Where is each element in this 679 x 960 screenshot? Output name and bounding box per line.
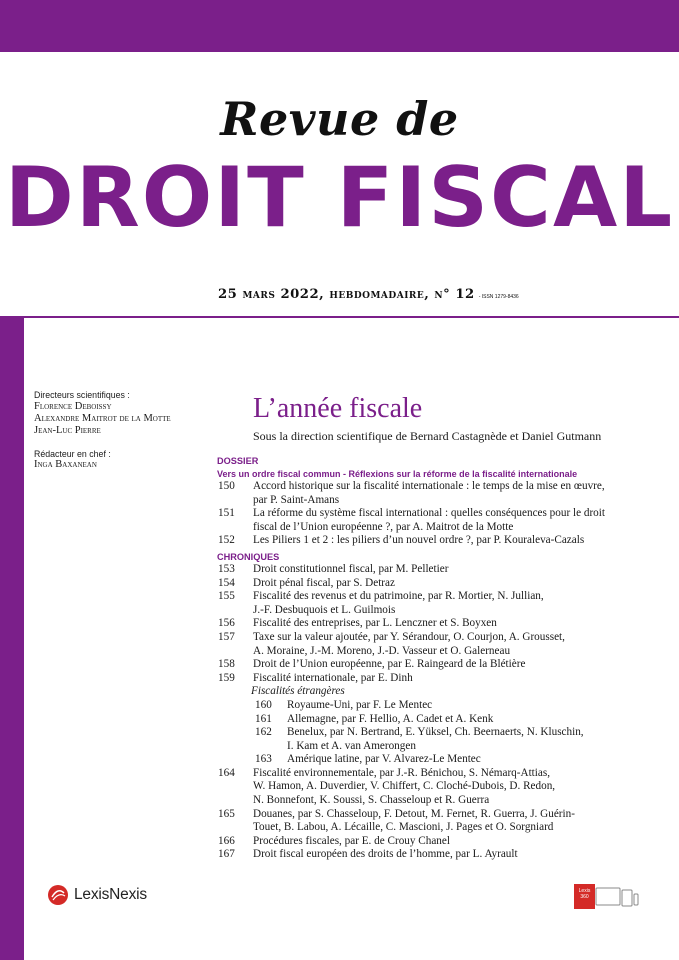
toc-entry-number: 167: [218, 848, 235, 861]
lexisnexis-logo-text: LexisNexis: [74, 886, 147, 903]
section-title: L’année fiscale: [253, 393, 423, 424]
table-of-contents: [217, 455, 657, 862]
issue-date: 25 mars 2022, hebdomadaire, n° 12: [218, 287, 475, 302]
toc-entry-text: La réforme du système fiscal international : quelles conséquences pour le droit fiscal de l’Union européenne ?, par A. Maitrot de la Motte: [253, 507, 605, 533]
toc-entry: [217, 480, 657, 507]
toc-entry: [217, 617, 657, 631]
editor-name: Inga Baxanean: [34, 459, 97, 470]
toc-entry-text: Accord historique sur la fiscalité internationale : le temps de la mise en œuvre, par P. Saint-Amans: [253, 480, 605, 506]
toc-entry-number: 150: [218, 480, 235, 492]
chroniques-label: CHRONIQUES: [217, 551, 280, 562]
toc-entry-text: Les Piliers 1 et 2 : les piliers d’un nouvel ordre ?, par P. Kouraleva-Cazals: [253, 534, 585, 547]
section-subtitle: Sous la direction scientifique de Bernard Castagnède et Daniel Gutmann: [253, 429, 602, 443]
divider-line: [24, 316, 679, 318]
toc-entry: [254, 753, 657, 767]
toc-entry-number: 152: [218, 534, 235, 547]
journal-title-prefix: Revue de: [220, 92, 459, 146]
toc-entry-number: 154: [218, 576, 235, 589]
lexis360-badge: [574, 884, 639, 909]
toc-entry-number: 161: [255, 712, 272, 725]
foreign-list: [217, 699, 657, 767]
toc-entry: [217, 835, 657, 849]
toc-entry-number: 164: [218, 766, 235, 779]
journal-title: DROIT FISCAL: [4, 149, 675, 246]
director-name: Jean-Luc Pierre: [34, 424, 101, 436]
toc-entry-number: 158: [218, 658, 235, 671]
dossier-label: DOSSIER: [217, 456, 259, 466]
toc-entry: [217, 507, 657, 534]
directors-label: Directeurs scientifiques :: [34, 390, 130, 400]
masthead: [34, 390, 171, 471]
toc-entry-number: 156: [218, 617, 235, 630]
toc-entry-text: Procédures fiscales, par E. de Crouy Chanel: [253, 834, 450, 847]
toc-entry: [254, 699, 657, 713]
toc-entry-text: Droit pénal fiscal, par S. Detraz: [253, 576, 395, 589]
toc-entry-number: 162: [255, 726, 272, 739]
toc-entry-text: Fiscalité des entreprises, par L. Lenczner et S. Boyxen: [253, 617, 497, 630]
foreign-subheading: Fiscalités étrangères: [251, 685, 345, 698]
toc-entry-text: Fiscalité des revenus et du patrimoine, par R. Mortier, N. Jullian, J.-F. Desbuquois et L. Guilmois: [253, 590, 544, 616]
toc-entry-text: Droit fiscal européen des droits de l’homme, par L. Ayrault: [253, 848, 518, 861]
toc-entry: [217, 577, 657, 591]
toc-entry: [217, 808, 657, 835]
issn: - ISSN 1279-8436: [478, 294, 519, 300]
issue-line: [218, 287, 519, 302]
lexisnexis-logo-icon: [47, 884, 69, 906]
toc-entry-text: Droit de l’Union européenne, par E. Raingeard de la Blétière: [253, 658, 526, 671]
toc-entry-text: Fiscalité internationale, par E. Dinh: [253, 671, 413, 684]
toc-entry: [217, 658, 657, 672]
editor-label: Rédacteur en chef :: [34, 448, 111, 459]
chroniques-list: [217, 563, 657, 685]
toc-entry-text: Douanes, par S. Chasseloup, F. Detout, M. Fernet, R. Guerra, J. Guérin- Touet, B. Labou, A. Lécaille, C. Mascioni, J. Pages et O. Sorgniard: [253, 807, 575, 834]
toc-entry: [217, 767, 657, 808]
toc-entry: [217, 563, 657, 577]
dossier-heading: Vers un ordre fiscal commun - Réflexions sur la réforme de la fiscalité internationale: [217, 469, 578, 479]
devices-icon: [595, 884, 639, 909]
toc-entry-text: Amérique latine, par V. Alvarez-Le Mentec: [287, 753, 481, 766]
toc-entry-text: Allemagne, par F. Hellio, A. Cadet et A. Kenk: [287, 712, 494, 725]
toc-entry-number: 163: [255, 753, 272, 766]
toc-entry: [217, 534, 657, 548]
toc-entry-number: 160: [255, 698, 272, 711]
toc-entry-text: Taxe sur la valeur ajoutée, par Y. Sérandour, O. Courjon, A. Grousset, A. Moraine, J.-M. Moreno, J.-D. Vasseur et O. Galerneau: [253, 630, 565, 657]
toc-entry-text: Fiscalité environnementale, par J.-R. Bénichou, S. Némarq-Attias, W. Hamon, A. Duverdier, V. Chiffert, C. Cloché-Dubois, D. Redon, N. Bonnefont, K. Soussi, S. Chasseloup et R. Guerra: [253, 766, 556, 807]
toc-entry: [254, 713, 657, 727]
toc-entry-number: 165: [218, 807, 235, 820]
toc-entry: [254, 726, 657, 753]
top-color-band: [0, 0, 679, 52]
toc-entry-number: 159: [218, 671, 235, 684]
toc-entry-number: 151: [218, 507, 235, 520]
director-name: Florence Deboissy: [34, 400, 112, 412]
toc-entry: [217, 631, 657, 658]
dossier-list: [217, 480, 657, 548]
toc-entry: [217, 590, 657, 617]
toc-entry: [217, 672, 657, 686]
toc-entry-number: 153: [218, 562, 235, 575]
director-name: Alexandre Maitrot de la Motte: [34, 412, 171, 424]
toc-entry: [217, 848, 657, 862]
chroniques-list-continued: [217, 767, 657, 862]
toc-entry-number: 157: [218, 630, 235, 643]
toc-entry-text: Droit constitutionnel fiscal, par M. Pelletier: [253, 562, 449, 575]
lexisnexis-logo: [47, 884, 147, 906]
toc-entry-number: 166: [218, 834, 235, 847]
toc-entry-text: Royaume-Uni, par F. Le Mentec: [287, 698, 433, 711]
toc-entry-text: Benelux, par N. Bertrand, E. Yüksel, Ch. Beernaerts, N. Kluschin, I. Kam et A. van Amerongen: [287, 726, 584, 752]
left-color-band: [0, 316, 24, 960]
lexis360-badge-icon: Lexis 360: [574, 884, 595, 909]
toc-entry-number: 155: [218, 590, 235, 603]
